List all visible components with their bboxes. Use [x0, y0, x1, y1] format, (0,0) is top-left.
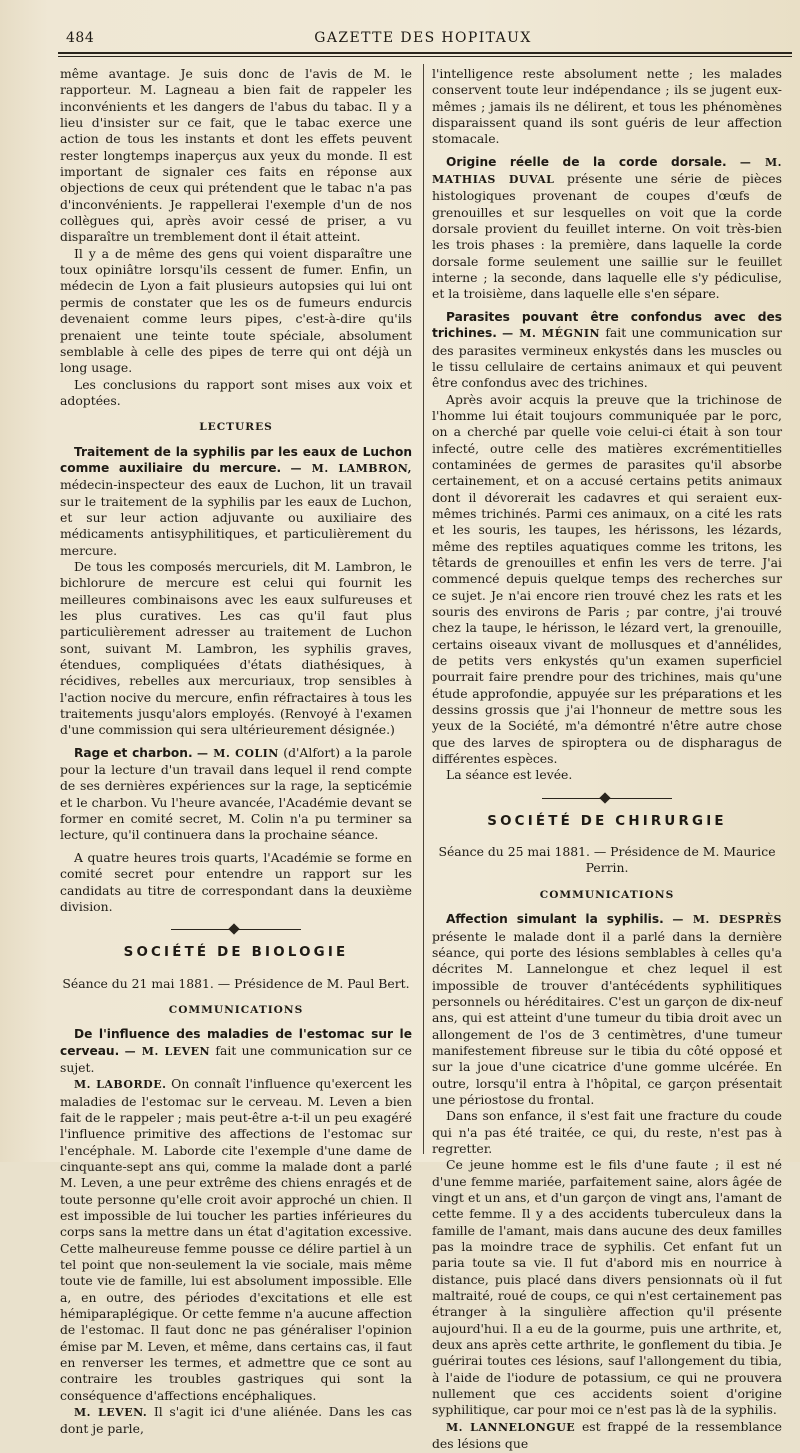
article-duval: [432, 154, 782, 303]
header-rule-thin: [58, 56, 792, 57]
article-leven: [60, 1026, 412, 1076]
left-column: [60, 66, 412, 1438]
article-author: — M. COLIN: [197, 746, 279, 760]
paragraph: De tous les composés mercuriels, dit M. Lambron, le bichlorure de mercure est celui qui fournit les meilleures combinaisons avec les eaux sulfureuses et les plus curatives. Les cas qu'il faut plus particulièrement adresser au traitement de Luchon sont, suivant M. Lambron, les syphilis graves, étendues, compliquées d'états diathésiques, à récidives, rebelles aux mercuriaux, trop sensibles à l'action nocive du mercure, enfin réfractaires à tous les traitements jusqu'alors employés. (Renvoyé à l'examen d'une commission qui sera ultérieurement désignée.): [60, 558, 412, 738]
speech-text: On connaît l'influence qu'exercent les maladies de l'estomac sur le cerveau. M. Leven a bien fait de le rappeler ; mais peut-être a-t-il un peu exagéré l'influence primitive des affections de l'estomac sur l'encéphale. M. Laborde cite l'exemple d'une dame de cinquante-sept ans qui, comme la malade dont a parlé M. Leven, a une peur extrême des chiens enragés et de toute personne qu'elle croit avoir approché un chien. Il est impossible de lui toucher les parties inférieures du corps sans la mettre dans un état d'agitation excessive. Cette malheureuse femme pousse ce délire partiel à un tel point que non-seulement la vie sociale, mais même toute vie de famille, lui est absolument impossible. Elle a, en outre, des périodes d'excitations et elle est hémiparaplégique. Or cette femme n'a aucune affection de l'estomac. Il faut donc ne pas généraliser l'opinion émise par M. Leven, et même, dans certains cas, il faut en renverser les termes, et admettre que ce sont au contraire les troubles gastriques qui sont la conséquence d'affections encéphaliques.: [60, 1076, 412, 1403]
article-despres: [432, 911, 782, 1108]
ornament-divider: [171, 923, 301, 935]
journal-title: GAZETTE DES HOPITAUX: [314, 30, 532, 46]
article-title: Traitement de la syphilis par les eaux de Luchon comme auxiliaire du mercure.: [60, 444, 412, 475]
speaker-name: M. LABORDE.: [74, 1078, 167, 1092]
paragraph: l'intelligence reste absolument nette ; les malades conservent toute leur indépendance ; ils se jugent eux-mêmes ; jamais ils ne délirent, et tous les phénomènes disparaissent quand ils sont guéris de leur affection stomacale.: [432, 66, 782, 147]
speaker-name: M. LEVEN.: [74, 1406, 148, 1420]
society-title-chirurgie: SOCIÉTÉ DE CHIRURGIE: [487, 813, 727, 829]
speech-text: est frappé de la ressemblance des lésions que: [432, 1418, 782, 1452]
article-author: — M. LEVEN: [124, 1044, 211, 1058]
article-title: Origine réelle de la corde dorsale.: [446, 154, 727, 169]
article-author: — M. MATHIAS DUVAL: [432, 155, 782, 187]
paragraph: Les conclusions du rapport sont mises aux voix et adoptées.: [60, 376, 412, 408]
section-heading-communications: COMMUNICATIONS: [539, 888, 675, 901]
page-number: 484: [66, 30, 95, 46]
speech-text: Il s'agit ici d'une aliénée. Dans les cas dont je parle,: [60, 1404, 412, 1437]
right-column: [432, 66, 782, 1453]
article-lambron: [60, 444, 412, 559]
article-megnin: [432, 309, 782, 392]
article-title: De l'influence des maladies de l'estomac sur le cerveau.: [60, 1027, 412, 1058]
page-header: [58, 28, 788, 48]
header-rule: [58, 52, 792, 54]
paragraph-leven-reply: [60, 1404, 412, 1438]
seance-line: Séance du 25 mai 1881. — Présidence de M. Maurice Perrin.: [438, 844, 776, 876]
article-text: fait une communication sur ce sujet.: [60, 1042, 412, 1075]
paragraph-laborde: [60, 1076, 412, 1404]
article-title: Affection simulant la syphilis.: [446, 912, 664, 927]
paragraph: A quatre heures trois quarts, l'Académie se forme en comité secret pour entendre un rapport sur les candidats au titre de correspondant dans la deuxième division.: [60, 849, 412, 914]
paragraph: Ce jeune homme est le fils d'une faute ; il est né d'une femme mariée, parfaitement saine, alors âgée de vingt et un ans, et d'un garçon de vingt ans, l'amant de cette femme. Il y a des accidents tuberculeux dans la famille de l'amant, mais dans aucune des deux familles pas la moindre trace de syphilis. Cet enfant fut un paria toute sa vie. Il fut d'abord mis en nourrice à distance, puis placé dans divers pensionnats où il fut maltraité, roué de coups, ce qui n'est certainement pas étranger à la singulière affection qu'il présente aujourd'hui. Il a eu de la gourme, puis une arthrite, et, deux ans après cette arthrite, le gonflement du tibia. Je guérirai toutes ces lésions, sauf l'allongement du tibia, à l'aide de l'iodure de potassium, ce qui ne prouvera nullement que ces accidents soient d'origine syphilitique, car pour moi ce n'est pas là de la syphilis.: [432, 1157, 782, 1418]
article-text: médecin-inspecteur des eaux de Luchon, lit un travail sur le traitement de la syphilis par les eaux de Luchon, et sur leur action adjuvante ou auxiliaire des médicaments antisyphilitiques, et particulièrement du mercure.: [60, 477, 412, 558]
article-title: Rage et charbon.: [74, 745, 193, 760]
ornament-divider: [542, 792, 672, 804]
paragraph: Dans son enfance, il s'est fait une fracture du coude qui n'a pas été traitée, ce qui, du reste, n'est pas à regretter.: [432, 1108, 782, 1156]
paragraph: Il y a de même des gens qui voient disparaître une toux opiniâtre lorsqu'ils cessent de fumer. Enfin, un médecin de Lyon a fait plusieurs autopsies qui lui ont permis de constater que les os de fumeurs endurcis devenaient comme leurs pipes, c'est-à-dire qu'ils prenaient une teinte toute spéciale, absolument semblable à celle des pipes de terre qui ont déjà un long usage.: [60, 245, 412, 376]
article-text: présente le malade dont il a parlé dans la dernière séance, qui porte des lésions semblables à celles qu'a décrites M. Lannelongue et chez lequel il est impossible de trouver d'antécédents syphilitiques personnels ou héréditaires. C'est un garçon de dix-neuf ans, qui est atteint d'une tumeur du tibia droit avec un allongement de l'os de 3 centimètres, d'une tumeur manifestement fibreuse sur le tibia du côté opposé et sur la joue d'une cicatrice d'une gomme ulcérée. En outre, lorsqu'il entra à l'hôpital, ce garçon présentait une périostose du frontal.: [432, 928, 782, 1107]
paragraph-lannelongue: [432, 1419, 782, 1453]
article-text: (d'Alfort) a la parole pour la lecture d'un travail dans lequel il rend compte de ses dernières expériences sur la rage, la septicémie et le charbon. Vu l'heure avancée, l'Académie devant se former en comité secret, M. Colin n'a pu terminer sa lecture, qu'il continuera dans la prochaine séance.: [60, 744, 413, 843]
article-text: fait une communication sur des parasites vermineux enkystés dans les muscles ou le tissu cellulaire de certains animaux et qui peuvent être confondus avec des trichines.: [432, 325, 782, 391]
section-heading-lectures: LECTURES: [199, 421, 273, 434]
article-text: présente une série de pièces histologiques provenant de coupes d'œufs de grenouilles et sur lesquelles on voit que la corde dorsale provient du feuillet interne. On voit très-bien les trois phases : la première, dans laquelle la corde dorsale forme seulement une saillie sur le feuillet interne ; la seconde, dans laquelle elle s'y pédiculise, et la troisième, dans laquelle elle s'en sépare.: [432, 171, 782, 302]
article-author: — M. MÉGNIN: [502, 327, 601, 341]
paragraph: même avantage. Je suis donc de l'avis de M. le rapporteur. M. Lagneau a bien fait de rappeler les inconvénients et les dangers de l'abus du tabac. Il y a lieu d'insister sur ce fait, que le tabac exerce une action de tous les instants et dont les effets peuvent rester longtemps inaperçus aux yeux du monde. Il est important de signaler ces faits en réponse aux objections de ceux qui prétendent que le tabac n'a pas d'inconvénients. Je rappellerai l'exemple d'un de nos collègues qui, après avoir cessé de priser, a vu disparaître un tremblement dont il était atteint.: [60, 66, 412, 245]
article-colin: [60, 745, 412, 844]
speaker-name: M. LANNELONGUE: [446, 1420, 576, 1434]
article-title: Parasites pouvant être confondus avec des trichines.: [432, 309, 782, 341]
column-divider: [423, 64, 424, 1154]
article-author: — M. LAMBRON,: [290, 461, 412, 475]
society-title-biologie: SOCIÉTÉ DE BIOLOGIE: [123, 945, 349, 961]
seance-line: Séance du 21 mai 1881. — Présidence de M. Paul Bert.: [62, 975, 410, 991]
section-heading-communications: COMMUNICATIONS: [168, 1003, 304, 1016]
paragraph: La séance est levée.: [446, 767, 573, 783]
article-author: — M. DESPRÈS: [672, 913, 782, 927]
paragraph: Après avoir acquis la preuve que la trichinose de l'homme lui était toujours communiquée par le porc, on a cherché par quelle voie celui-ci était à son tour infecté, outre celle des matières excrémentitielles contaminées de germes de parasites qu'il absorbe certainement, et on a accusé certains petits animaux dont il dévorerait les cadavres et qui seraient eux-mêmes trichinés. Parmi ces animaux, on a cité les rats et les souris, les taupes, les hérissons, les lézards, même des reptiles aquatiques comme les tritons, les têtards de grenouilles et enfin les vers de terre. J'ai commencé depuis quelque temps des recherches sur ce sujet. Je n'ai encore rien trouvé chez les rats et les souris des environs de Paris ; par contre, j'ai trouvé chez la taupe, le hérisson, le lézard vert, la grenouille, certains oiseaux vivant de mollusques et d'annélides, de petits vers enkystés qu'un examen superficiel pourrait faire prendre pour des trichines, mais qu'une étude approfondie, appuyée sur les préparations et les dessins grossis que j'ai l'honneur de mettre sous les yeux de la Société, m'a démontré n'être autre chose que des larves de spiroptera ou de dispharagus de différentes espèces.: [432, 391, 782, 767]
